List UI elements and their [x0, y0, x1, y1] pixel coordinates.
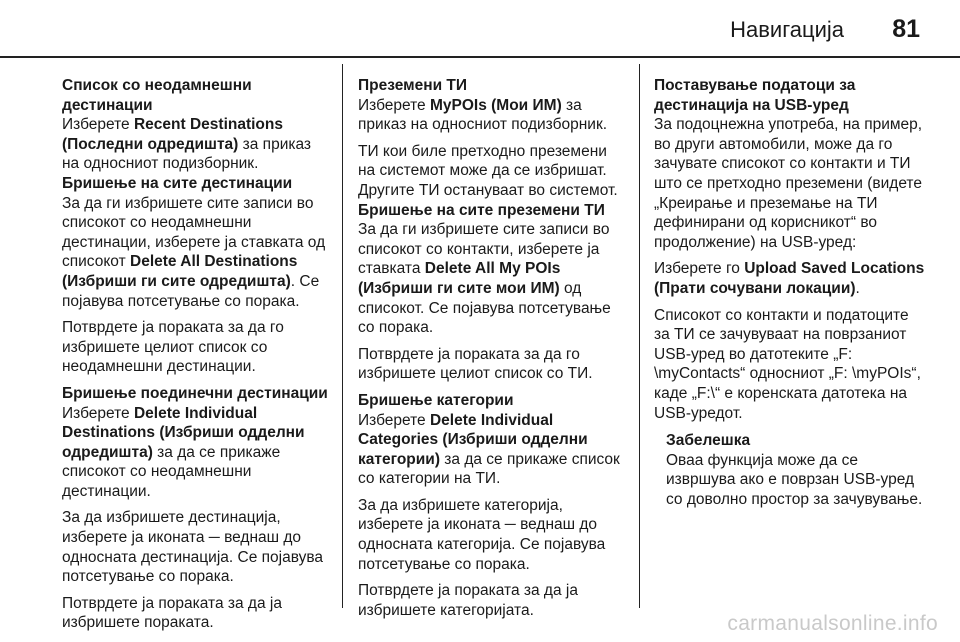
paragraph: За подоцнежна употреба, на пример, во други автомобили, може да го зачувате списокот со контакти и ТИ што се претходно преземени (видете „Креирање и преземање на ТИ дефинирани од корисникот“ во продолжение) на USB-уред: — [654, 116, 923, 251]
heading-delete-individual-destinations: Бришење поединечни дестинации — [62, 384, 328, 402]
menu-item-label: Delete Individual Destinations (Избриши одделни одредишта) — [62, 404, 305, 461]
paragraph: За да ги избришете сите записи во списокот со контакти, изберете ја ставката Delete All My POIs (Избриши ги сите мои ИМ) од списокот. Се појавува потсетување со порака. — [358, 221, 611, 337]
note-text: Оваа функција може да се извршува ако е поврзан USB-уред со доволно простор за зачувување. — [666, 451, 923, 508]
paragraph: Потврдете ја пораката за да ја избришете пораката. — [62, 594, 282, 632]
menu-item-label: Delete All My POIs (Избриши ги сите мои ИМ) — [358, 260, 561, 297]
heading-delete-all-destinations: Бришење на сите дестинации — [62, 174, 293, 192]
menu-item-label: Recent Destinations (Последни одредишта) — [62, 116, 283, 153]
menu-item-label: Delete All Destinations (Избриши ги сите одредишта) — [62, 253, 298, 290]
heading-delete-all-pois: Бришење на сите преземени ТИ — [358, 201, 605, 219]
paragraph: Изберете го Upload Saved Locations (Прати сочувани локации). — [654, 260, 925, 297]
column-3 — [654, 76, 926, 509]
menu-item-label: Upload Saved Locations (Прати сочувани локации) — [654, 260, 925, 297]
column-divider — [342, 64, 343, 608]
column-2 — [358, 76, 626, 620]
paragraph: ТИ кои биле претходно преземени на системот може да се избришат. Другите ТИ остануваат во системот. — [358, 142, 618, 199]
paragraph: За да ги избришете сите записи во списокот со неодамнешни дестинации, изберете ја ставката од списокот Delete All Destinations (Избриши ги сите одредишта). Се појавува потсетување со порака. — [62, 194, 326, 310]
header-rule — [0, 56, 960, 58]
paragraph: За да избришете дестинација, изберете ја иконата ─ веднаш до односната дестинација. Се појавува потсетување со порака. — [62, 509, 324, 586]
column-1 — [62, 76, 330, 633]
heading-usb-upload: Поставување податоци за дестинација на USB-уред — [654, 77, 856, 114]
note-title: Забелешка — [666, 432, 751, 450]
page-number: 81 — [892, 15, 920, 43]
heading-recent-destinations: Список со неодамнешни дестинации — [62, 77, 252, 114]
paragraph: Изберете Delete Individual Destinations (Избриши одделни одредишта) за да се прикаже списокот со неодамнешни дестинации. — [62, 404, 305, 500]
paragraph: Потврдете ја пораката за да го избришете целиот список со неодамнешни дестинации. — [62, 319, 284, 376]
menu-item-label: Delete Individual Categories (Избриши одделни категории) — [358, 411, 588, 468]
column-divider — [639, 64, 640, 608]
paragraph: Изберете Recent Destinations (Последни одредишта) за приказ на односниот подизборник. — [62, 116, 312, 173]
paragraph: За да избришете категорија, изберете ја иконата ─ веднаш до односната категорија. Се појавува потсетување со порака. — [358, 496, 606, 573]
section-title: Навигација — [730, 17, 844, 42]
paragraph: Изберете Delete Individual Categories (Избриши одделни категории) за да се прикаже список со категории на ТИ. — [358, 411, 620, 488]
paragraph: Изберете MyPOIs (Мои ИМ) за приказ на односниот подизборник. — [358, 96, 608, 134]
note-box — [666, 431, 926, 509]
menu-item-label: MyPOIs (Мои ИМ) — [429, 96, 562, 114]
paragraph: Списокот со контакти и податоците за ТИ се зачувуваат на поврзаниот USB-уред во датотеките „F: \myContacts“ односниот „F: \myPOIs“, каде „F:\“ е коренската датотека на USB-уредот. — [654, 306, 921, 422]
heading-delete-categories: Бришење категории — [358, 391, 514, 409]
paragraph: Потврдете ја пораката за да го избришете целиот список со ТИ. — [358, 345, 593, 383]
watermark: carmanualsonline.info — [727, 612, 938, 635]
heading-downloaded-pois: Преземени ТИ — [358, 77, 468, 94]
paragraph: Потврдете ја пораката за да ја избришете категоријата. — [358, 582, 578, 619]
